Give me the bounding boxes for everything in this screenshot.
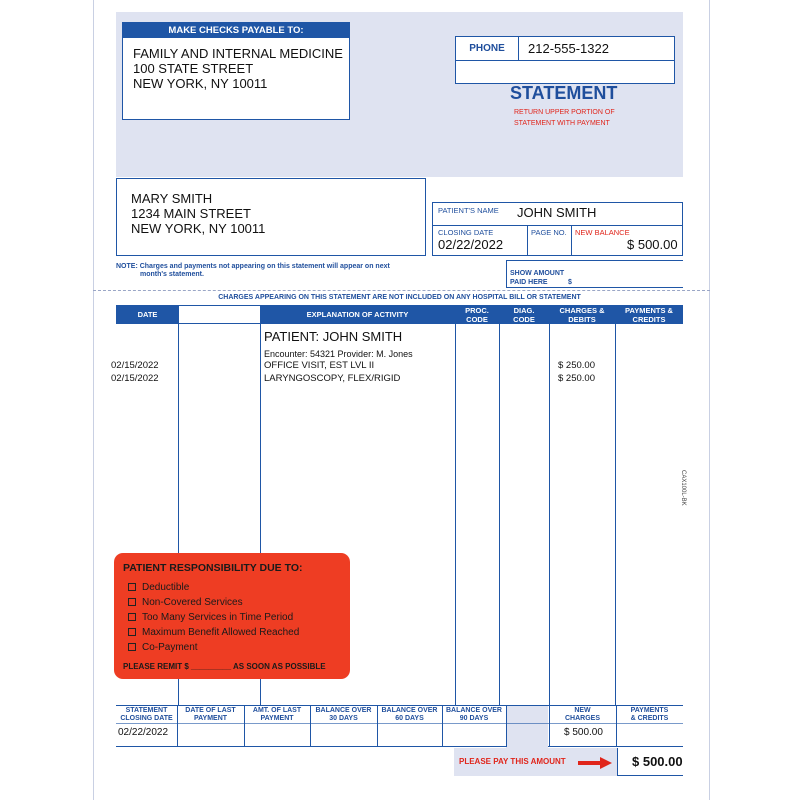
- pay-amount: $ 500.00: [632, 754, 683, 769]
- phone-label: PHONE: [469, 43, 505, 54]
- summary-header: PAYMENTS & CREDITS: [630, 707, 669, 722]
- summary-table: [116, 705, 683, 747]
- header-explanation: EXPLANATION OF ACTIVITY: [306, 310, 409, 319]
- summary-header: BALANCE OVER 90 DAYS: [445, 707, 502, 722]
- option-label: Non-Covered Services: [142, 597, 243, 608]
- closing-date: 02/22/2022: [438, 237, 504, 252]
- checkbox[interactable]: [128, 613, 136, 621]
- arrow-right-icon: [578, 756, 612, 774]
- address-line-2: 1234 MAIN STREET: [131, 206, 251, 221]
- remit-header: MAKE CHECKS PAYABLE TO:: [123, 23, 349, 38]
- closing-date-label: CLOSING DATE: [438, 228, 494, 237]
- header-diag-2: CODE: [513, 315, 535, 324]
- responsibility-option[interactable]: [128, 597, 243, 608]
- responsibility-title: PATIENT RESPONSIBILITY DUE TO:: [123, 562, 303, 574]
- statement-title: STATEMENT: [510, 83, 618, 103]
- summary-header: BALANCE OVER 60 DAYS: [381, 707, 438, 722]
- new-balance-label: NEW BALANCE: [575, 228, 630, 237]
- row-description: LARYNGOSCOPY, FLEX/RIGID: [264, 373, 401, 384]
- header-diag-1: DIAG.: [513, 306, 535, 315]
- statement-note-1: RETURN UPPER PORTION OF: [514, 109, 615, 116]
- header-payments-1: PAYMENTS &: [625, 306, 673, 315]
- summary-header: DATE OF LAST PAYMENT: [185, 707, 236, 722]
- header-proc-2: CODE: [466, 315, 488, 324]
- address-line-1: MARY SMITH: [131, 191, 213, 206]
- patient-info-box: [432, 202, 683, 256]
- phone-box: [455, 36, 675, 84]
- responsibility-box: [114, 553, 350, 679]
- address-line-3: NEW YORK, NY 10011: [131, 221, 266, 236]
- option-label: Too Many Services in Time Period: [142, 612, 294, 623]
- checkbox[interactable]: [128, 643, 136, 651]
- note-line-2: month's statement.: [140, 271, 204, 278]
- encounter-line: Encounter: 54321 Provider: M. Jones: [264, 349, 413, 359]
- form-code: CAX100L-BK: [680, 470, 686, 506]
- pay-label: PLEASE PAY THIS AMOUNT: [459, 757, 566, 766]
- summary-header: NEW CHARGES: [564, 707, 600, 722]
- pay-amount-bar: [454, 748, 683, 776]
- phone-value: 212-555-1322: [528, 41, 609, 56]
- show-amount-label-1: SHOW AMOUNT: [510, 270, 565, 277]
- responsibility-option[interactable]: [128, 627, 299, 638]
- option-label: Maximum Benefit Allowed Reached: [142, 627, 300, 638]
- checkbox[interactable]: [128, 598, 136, 606]
- page-no-label: PAGE NO.: [531, 228, 567, 237]
- show-amount-label-2: PAID HERE: [510, 279, 548, 286]
- header-payments-2: CREDITS: [632, 315, 666, 324]
- statement-note-2: STATEMENT WITH PAYMENT: [514, 120, 610, 127]
- patient-name: JOHN SMITH: [517, 205, 597, 220]
- row-description: OFFICE VISIT, EST LVL II: [264, 360, 375, 371]
- option-label: Deductible: [142, 582, 190, 593]
- header-charges-1: CHARGES &: [559, 306, 605, 315]
- patient-line: PATIENT: JOHN SMITH: [264, 329, 403, 344]
- patient-name-label: PATIENT'S NAME: [438, 206, 499, 215]
- new-balance: $ 500.00: [627, 237, 678, 252]
- header-date: DATE: [137, 310, 158, 319]
- table-row: [111, 360, 683, 372]
- hospital-note: CHARGES APPEARING ON THIS STATEMENT ARE NOT INCLUDED ON ANY HOSPITAL BILL OR STATEMENT: [218, 294, 581, 301]
- remit-line-3: NEW YORK, NY 10011: [133, 76, 268, 91]
- row-date: 02/15/2022: [111, 360, 159, 371]
- table-row: [111, 373, 683, 385]
- perforation-line: [93, 290, 710, 291]
- summary-new-charges: $ 500.00: [564, 727, 603, 738]
- remit-line-2: 100 STATE STREET: [133, 61, 254, 76]
- show-amount-dollar: $: [568, 279, 572, 286]
- remit-line-1: FAMILY AND INTERNAL MEDICINE: [133, 46, 343, 61]
- remit-line: PLEASE REMIT $ _________ AS SOON AS POSSIBLE: [123, 662, 326, 671]
- summary-header: STATEMENT CLOSING DATE: [120, 707, 173, 722]
- option-label: Co-Payment: [142, 642, 198, 653]
- responsibility-option[interactable]: [128, 612, 293, 623]
- summary-closing-date: 02/22/2022: [118, 727, 169, 738]
- checkbox[interactable]: [128, 583, 136, 591]
- responsibility-option[interactable]: [128, 582, 189, 593]
- summary-header: BALANCE OVER 30 DAYS: [315, 707, 372, 722]
- header-proc-1: PROC.: [465, 306, 489, 315]
- summary-header: AMT. OF LAST PAYMENT: [252, 707, 302, 722]
- mailing-address-box: [116, 178, 426, 256]
- checkbox[interactable]: [128, 628, 136, 636]
- row-charge: $ 250.00: [558, 360, 595, 371]
- amount-paid-field[interactable]: [576, 275, 676, 287]
- note-line-1: NOTE: Charges and payments not appearing on this statement will appear on next: [116, 263, 390, 270]
- remit-to-box: [122, 22, 350, 120]
- header-charges-2: DEBITS: [568, 315, 596, 324]
- summary-gap-cell: [506, 706, 548, 748]
- row-charge: $ 250.00: [558, 373, 595, 384]
- row-date: 02/15/2022: [111, 373, 159, 384]
- responsibility-option[interactable]: [128, 642, 198, 653]
